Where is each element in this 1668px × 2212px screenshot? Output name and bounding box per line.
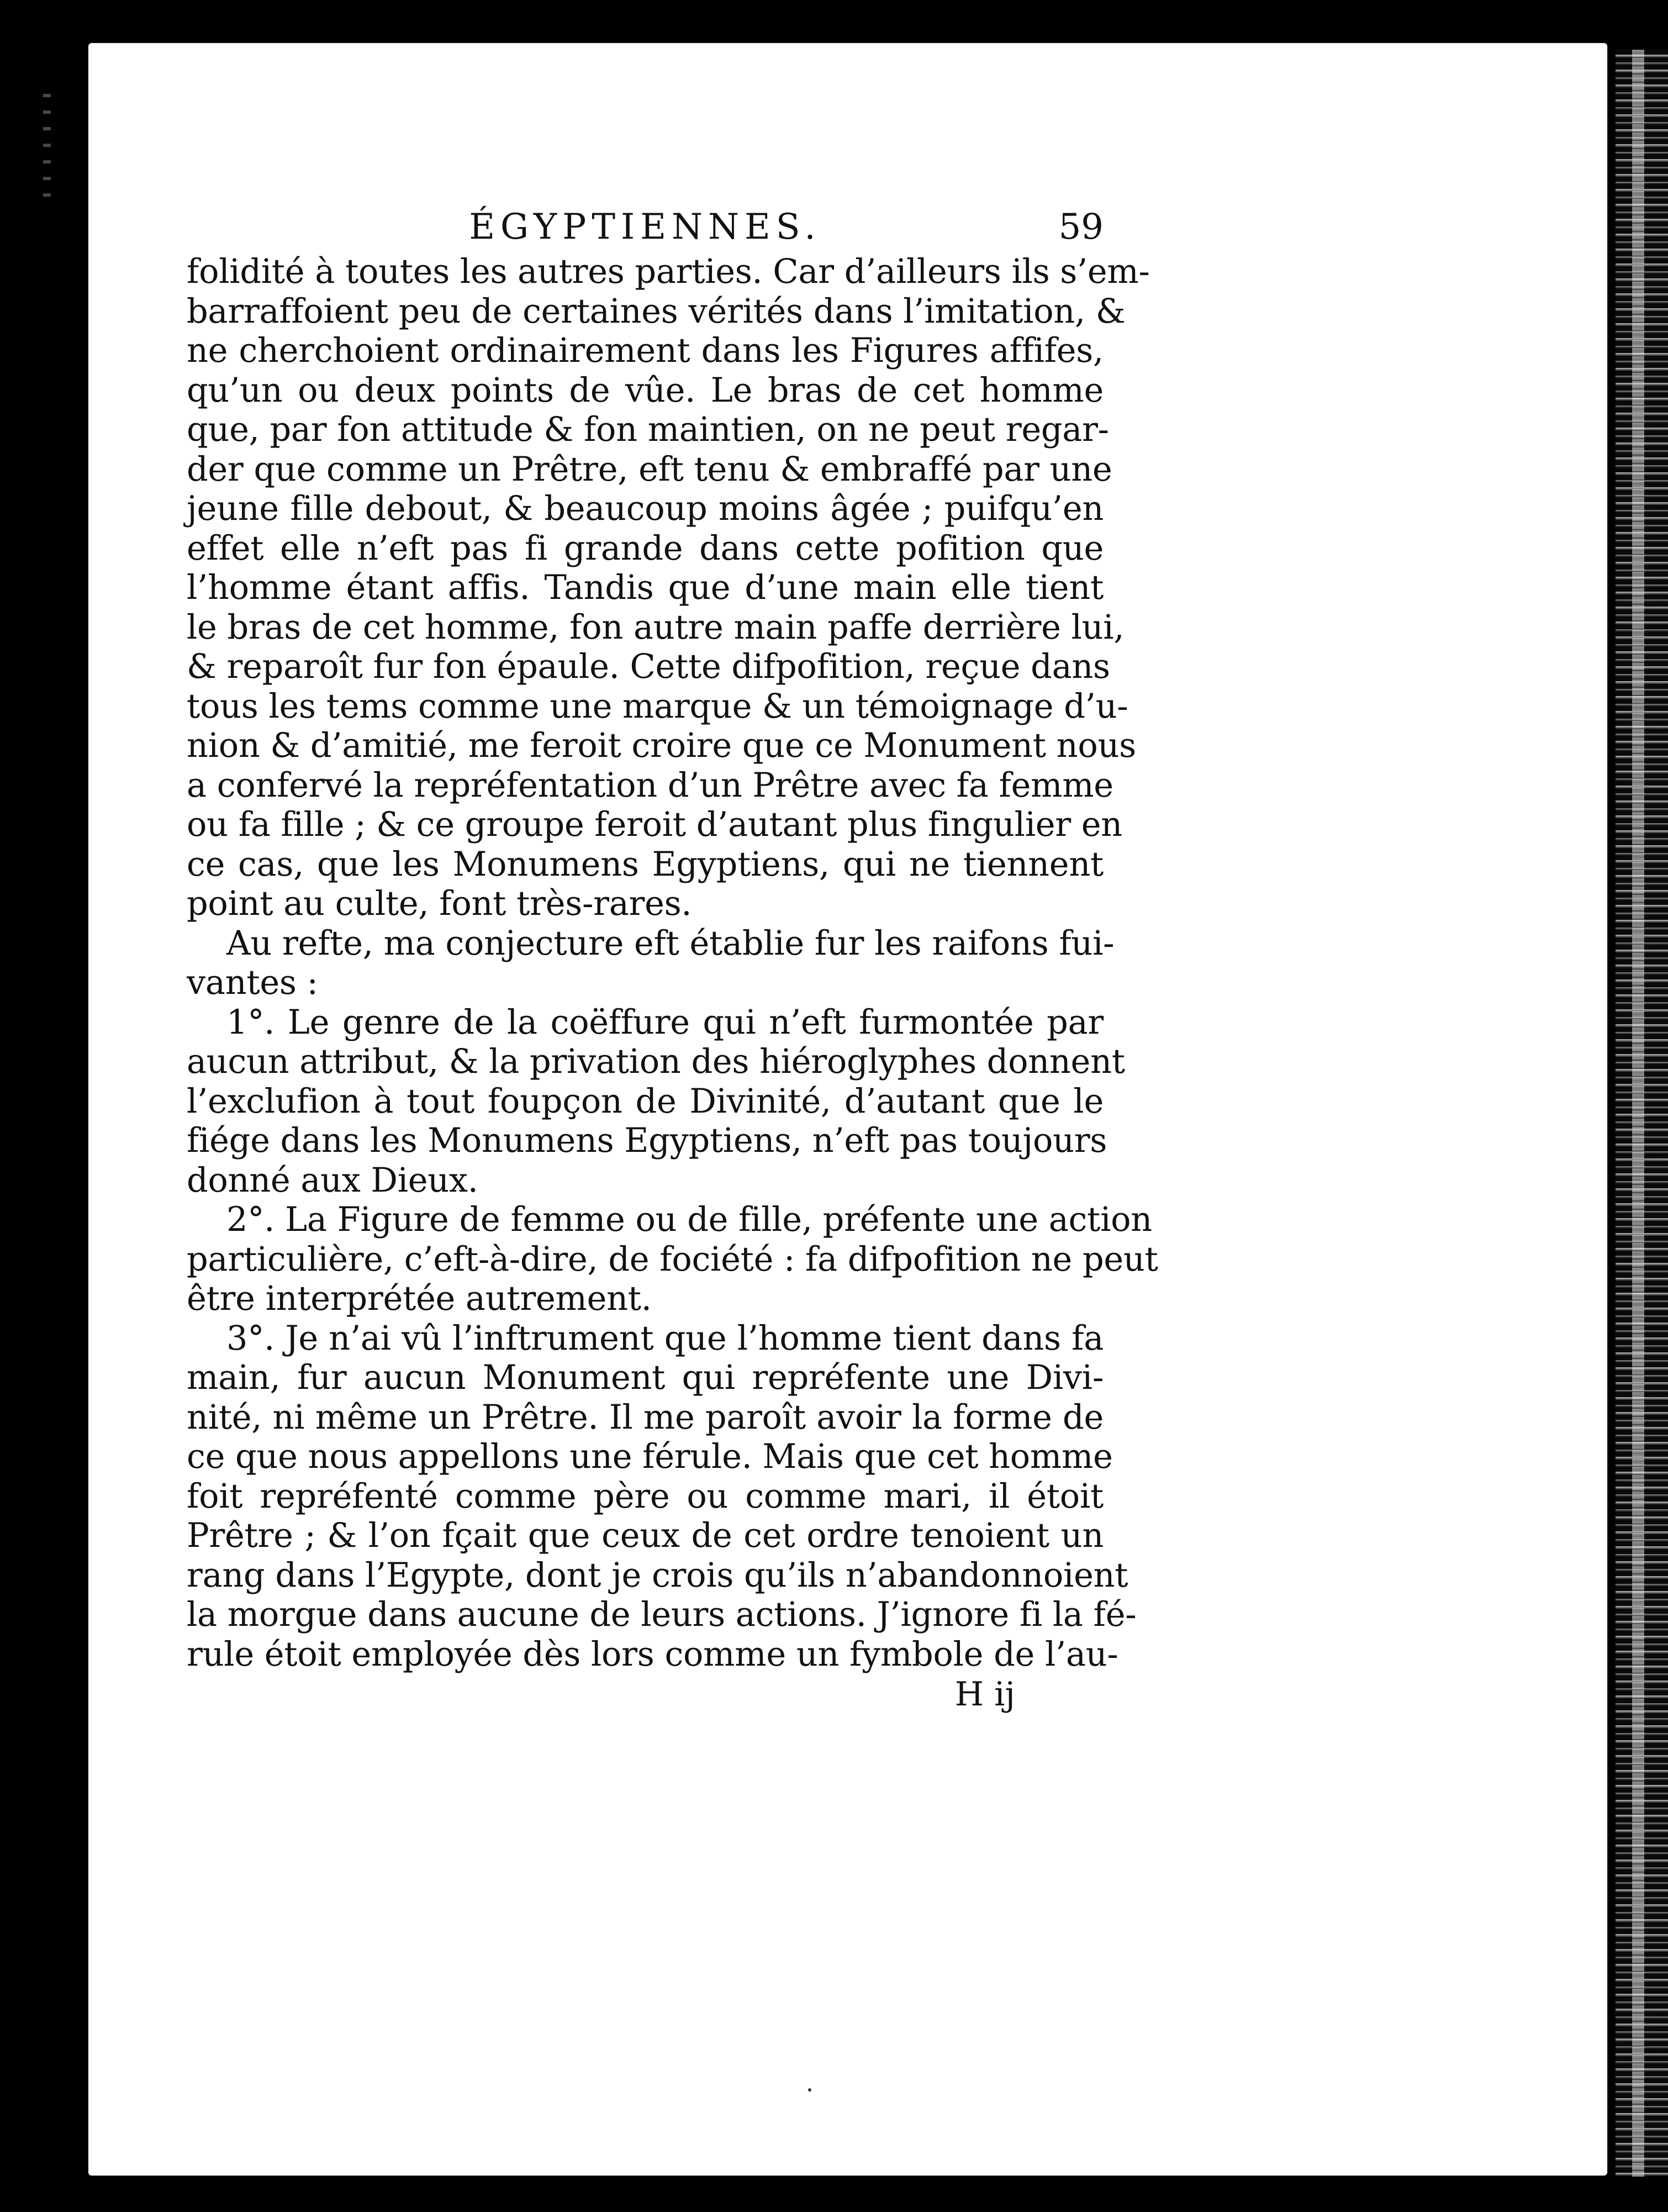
scan-artifact-left: [43, 94, 51, 204]
text-line: effet elle n’eft pas fi grande dans cette pofition que: [187, 529, 1104, 568]
text-line: 1°. Le genre de la coëffure qui n’eft furmontée par: [226, 1003, 1104, 1042]
text-line: fiége dans les Monumens Egyptiens, n’eft pas toujours: [187, 1121, 1107, 1160]
text-line: folidité à toutes les autres parties. Car d’ailleurs ils s’em-: [187, 252, 1150, 291]
text-line: l’exclufion à tout foupçon de Divinité, d’autant que le: [187, 1082, 1104, 1121]
text-line: ne cherchoient ordinairement dans les Figures affifes,: [187, 331, 1104, 370]
text-line: la morgue dans aucune de leurs actions. J’ignore fi la fé-: [187, 1595, 1137, 1634]
text-line: nion & d’amitié, me feroit croire que ce Monument nous: [187, 726, 1136, 765]
page-header: [187, 202, 1104, 252]
text-line: Au refte, ma conjecture eft établie fur les raifons fui-: [226, 924, 1115, 963]
text-block: [187, 202, 1158, 1714]
text-line: ce cas, que les Monumens Egyptiens, qui ne tiennent: [187, 845, 1104, 884]
text-line: foit repréfenté comme père ou comme mari, il étoit: [187, 1477, 1104, 1516]
text-line: 3°. Je n’ai vû l’inftrument que l’homme tient dans fa: [226, 1319, 1104, 1358]
text-line: 2°. La Figure de femme ou de fille, préfente une action: [226, 1200, 1152, 1239]
scan-dot: [808, 2088, 811, 2092]
text-line: point au culte, font très-rares.: [187, 884, 692, 923]
text-line: que, par fon attitude & fon maintien, on ne peut regar-: [187, 410, 1109, 449]
text-line: rang dans l’Egypte, dont je crois qu’ils n’abandonnoient: [187, 1556, 1128, 1595]
text-line: ou fa fille ; & ce groupe feroit d’autant plus fingulier en: [187, 805, 1122, 844]
text-line: vantes :: [187, 963, 318, 1002]
text-line: rule étoit employée dès lors comme un fymbole de l’au-: [187, 1635, 1118, 1674]
page-number: 59: [1058, 207, 1104, 247]
text-line: tous les tems comme une marque & un témoignage d’u-: [187, 687, 1128, 726]
text-line: particulière, c’eft-à-dire, de fociété : fa difpofition ne peut: [187, 1240, 1158, 1279]
text-line: donné aux Dieux.: [187, 1161, 478, 1200]
text-line: le bras de cet homme, fon autre main paffe derrière lui,: [187, 608, 1125, 647]
text-line: qu’un ou deux points de vûe. Le bras de cet homme: [187, 371, 1104, 410]
text-line: main, fur aucun Monument qui repréfente une Divi-: [187, 1358, 1104, 1397]
text-line: être interprétée autrement.: [187, 1279, 652, 1318]
text-line: der que comme un Prêtre, eft tenu & embraffé par une: [187, 450, 1112, 489]
text-line: nité, ni même un Prêtre. Il me paroît avoir la forme de: [187, 1398, 1104, 1437]
page-edge-artifact: [1616, 50, 1668, 2177]
text-line: jeune fille debout, & beaucoup moins âgée ; puifqu’en: [187, 489, 1104, 528]
running-head: ÉGYPTIENNES.: [469, 207, 821, 247]
text-line: aucun attribut, & la privation des hiéroglyphes donnent: [187, 1042, 1125, 1081]
text-line: ce que nous appellons une férule. Mais que cet homme: [187, 1437, 1113, 1476]
text-line: & reparoît fur fon épaule. Cette difpofition, reçue dans: [187, 647, 1110, 686]
text-line: l’homme étant affis. Tandis que d’une main elle tient: [187, 568, 1104, 607]
text-line: Prêtre ; & l’on fçait que ceux de cet ordre tenoient un: [187, 1516, 1104, 1555]
body-text: [187, 252, 1158, 1674]
text-line: barraffoient peu de certaines vérités dans l’imitation, &: [187, 292, 1126, 331]
text-line: a confervé la repréfentation d’un Prêtre avec fa femme: [187, 766, 1113, 805]
signature-mark: H ij: [954, 1675, 1015, 1714]
